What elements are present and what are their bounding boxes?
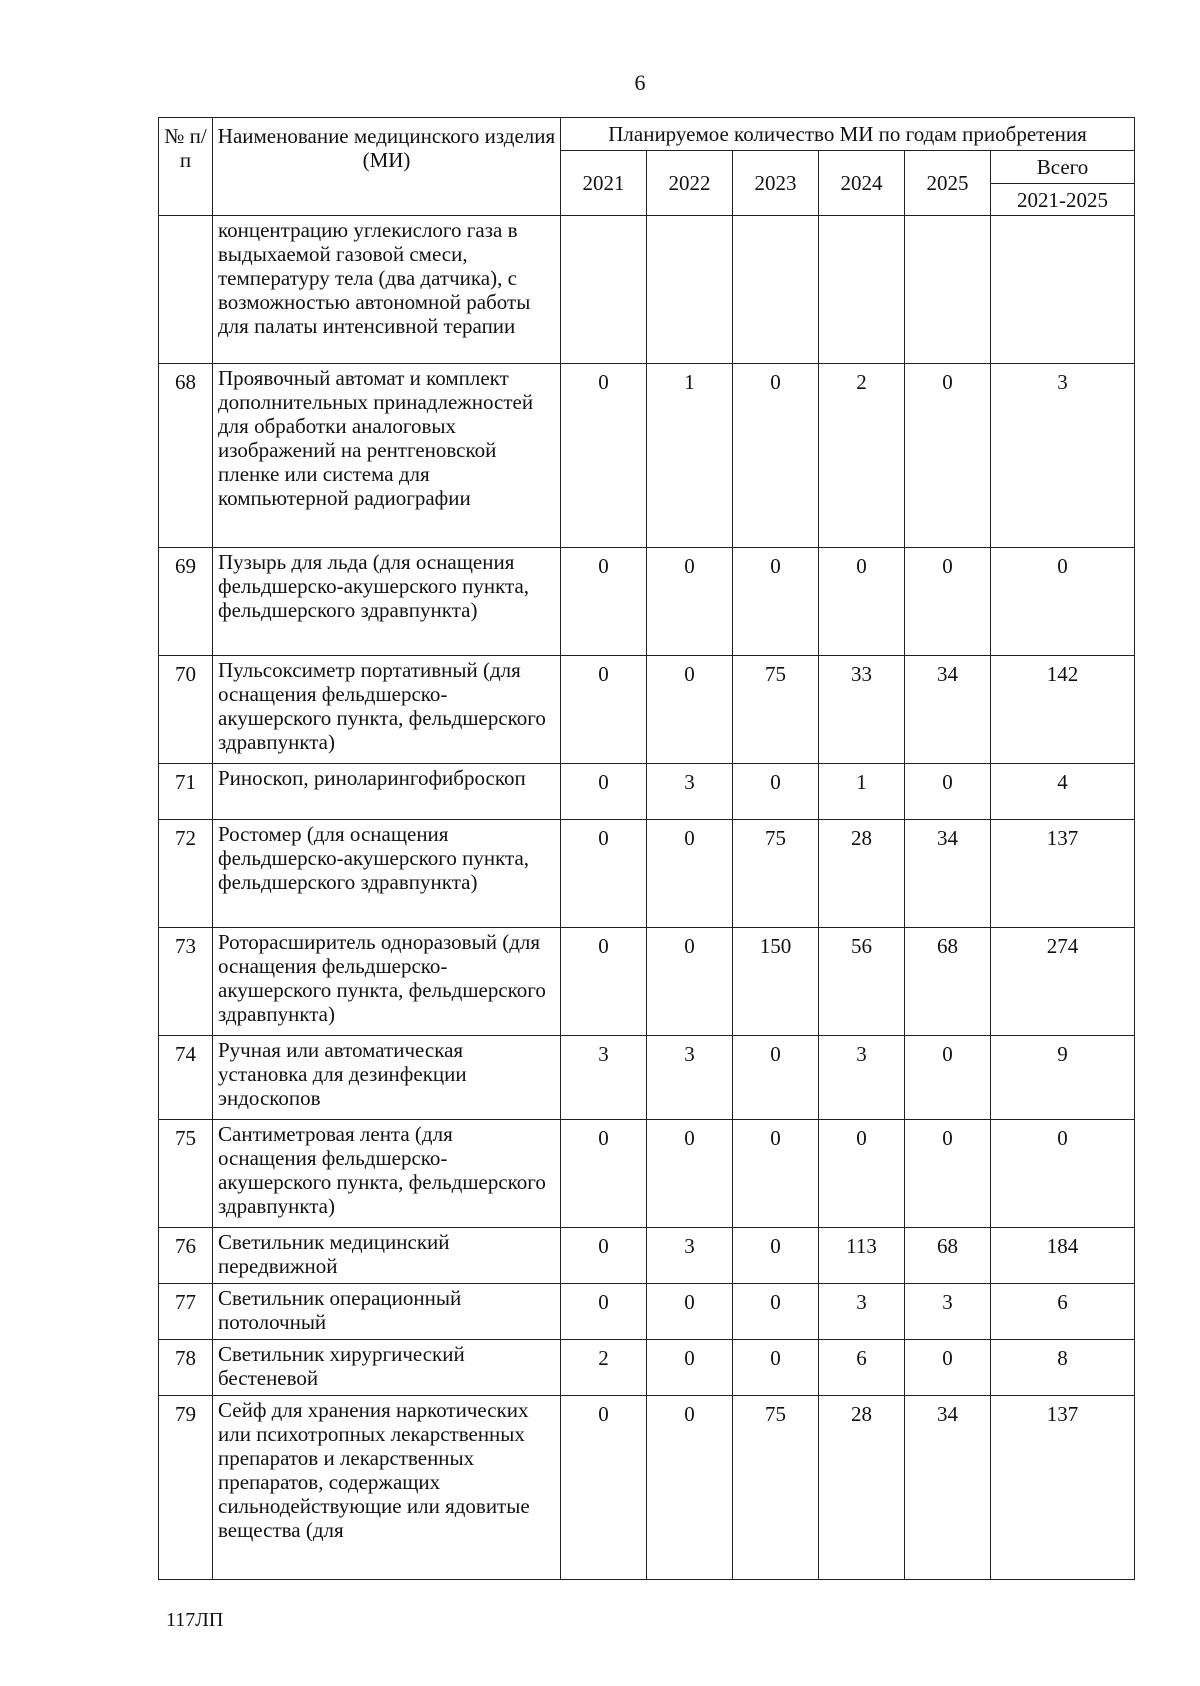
row-number-cell: 69 bbox=[159, 548, 213, 656]
row-number-cell: 78 bbox=[159, 1340, 213, 1396]
year-value-cell: 0 bbox=[647, 1340, 733, 1396]
table-body bbox=[159, 216, 1135, 1580]
total-value-cell: 4 bbox=[991, 764, 1135, 820]
year-value-cell: 0 bbox=[561, 1284, 647, 1340]
row-number-cell: 79 bbox=[159, 1396, 213, 1580]
year-value-cell: 28 bbox=[819, 820, 905, 928]
table-row bbox=[159, 928, 1135, 1036]
year-value-cell: 56 bbox=[819, 928, 905, 1036]
year-value-cell: 34 bbox=[905, 820, 991, 928]
year-value-cell: 0 bbox=[647, 548, 733, 656]
year-value-cell: 0 bbox=[905, 1120, 991, 1228]
total-value-cell: 8 bbox=[991, 1340, 1135, 1396]
year-value-cell: 0 bbox=[905, 1036, 991, 1120]
row-name-cell: концентрацию углекислого газа в выдыхаемой газовой смеси, температуру тела (два датчика), с возможностью автономной работы для палаты интенсивной терапии bbox=[213, 216, 561, 364]
column-header-number: № п/п bbox=[159, 118, 213, 216]
column-header-total: Всего bbox=[991, 151, 1135, 184]
row-number-cell: 72 bbox=[159, 820, 213, 928]
year-value-cell: 0 bbox=[905, 364, 991, 548]
column-header-year: 2024 bbox=[819, 151, 905, 216]
year-value-cell: 0 bbox=[819, 548, 905, 656]
year-value-cell: 0 bbox=[733, 1228, 819, 1284]
row-name-cell: Пульсоксиметр портативный (для оснащения фельдшерско-акушерского пункта, фельдшерского здравпункта) bbox=[213, 656, 561, 764]
year-value-cell: 34 bbox=[905, 656, 991, 764]
year-value-cell: 0 bbox=[647, 1120, 733, 1228]
year-value-cell: 3 bbox=[647, 1228, 733, 1284]
row-number-cell: 71 bbox=[159, 764, 213, 820]
year-value-cell: 0 bbox=[647, 820, 733, 928]
table-row bbox=[159, 1396, 1135, 1580]
year-value-cell: 0 bbox=[561, 1120, 647, 1228]
total-value-cell: 3 bbox=[991, 364, 1135, 548]
year-value-cell: 0 bbox=[905, 548, 991, 656]
year-value-cell: 0 bbox=[561, 1396, 647, 1580]
table-row bbox=[159, 1120, 1135, 1228]
year-value-cell: 0 bbox=[733, 1284, 819, 1340]
row-number-cell: 74 bbox=[159, 1036, 213, 1120]
row-name-cell: Светильник операционный потолочный bbox=[213, 1284, 561, 1340]
year-value-cell: 3 bbox=[819, 1284, 905, 1340]
column-header-year: 2025 bbox=[905, 151, 991, 216]
year-value-cell: 0 bbox=[561, 820, 647, 928]
table-row bbox=[159, 364, 1135, 548]
row-name-cell: Ростомер (для оснащения фельдшерско-акушерского пункта, фельдшерского здравпункта) bbox=[213, 820, 561, 928]
year-value-cell: 6 bbox=[819, 1340, 905, 1396]
document-code: 117ЛП bbox=[166, 1609, 224, 1631]
year-value-cell: 0 bbox=[733, 764, 819, 820]
year-value-cell: 0 bbox=[733, 1120, 819, 1228]
year-value-cell: 2 bbox=[819, 364, 905, 548]
row-name-cell: Проявочный автомат и комплект дополнительных принадлежностей для обработки аналоговых изображений на рентгеновской пленке или система для компьютерной радиографии bbox=[213, 364, 561, 548]
column-header-total-range: 2021-2025 bbox=[991, 184, 1135, 216]
year-value-cell: 34 bbox=[905, 1396, 991, 1580]
equipment-plan-table bbox=[158, 117, 1135, 1580]
table-row bbox=[159, 764, 1135, 820]
year-value-cell: 0 bbox=[733, 364, 819, 548]
table-row bbox=[159, 1284, 1135, 1340]
total-value-cell: 6 bbox=[991, 1284, 1135, 1340]
year-value-cell: 75 bbox=[733, 656, 819, 764]
year-value-cell: 0 bbox=[733, 1340, 819, 1396]
year-value-cell: 150 bbox=[733, 928, 819, 1036]
year-value-cell: 0 bbox=[647, 928, 733, 1036]
table-row bbox=[159, 656, 1135, 764]
year-value-cell: 0 bbox=[905, 764, 991, 820]
table-row bbox=[159, 1228, 1135, 1284]
page-number: 6 bbox=[634, 70, 646, 95]
column-header-planned-quantity: Планируемое количество МИ по годам приобретения bbox=[561, 118, 1135, 151]
year-value-cell: 68 bbox=[905, 1228, 991, 1284]
row-number-cell bbox=[159, 216, 213, 364]
year-value-cell: 3 bbox=[647, 764, 733, 820]
year-value-cell: 0 bbox=[733, 1036, 819, 1120]
table-row bbox=[159, 216, 1135, 364]
column-header-year: 2021 bbox=[561, 151, 647, 216]
row-number-cell: 76 bbox=[159, 1228, 213, 1284]
year-value-cell: 1 bbox=[647, 364, 733, 548]
row-name-cell: Пузырь для льда (для оснащения фельдшерско-акушерского пункта, фельдшерского здравпункта) bbox=[213, 548, 561, 656]
year-value-cell: 0 bbox=[647, 1284, 733, 1340]
column-header-year: 2023 bbox=[733, 151, 819, 216]
table-row bbox=[159, 1036, 1135, 1120]
table-row bbox=[159, 1340, 1135, 1396]
row-name-cell: Ручная или автоматическая установка для дезинфекции эндоскопов bbox=[213, 1036, 561, 1120]
total-value-cell: 0 bbox=[991, 548, 1135, 656]
year-value-cell: 3 bbox=[819, 1036, 905, 1120]
year-value-cell: 0 bbox=[561, 548, 647, 656]
year-value-cell: 0 bbox=[819, 1120, 905, 1228]
total-value-cell: 137 bbox=[991, 1396, 1135, 1580]
row-name-cell: Роторасширитель одноразовый (для оснащения фельдшерско-акушерского пункта, фельдшерского здравпункта) bbox=[213, 928, 561, 1036]
row-name-cell: Сейф для хранения наркотических или психотропных лекарственных препаратов и лекарственных препаратов, содержащих сильнодействующие или ядовитые вещества (для bbox=[213, 1396, 561, 1580]
year-value-cell: 1 bbox=[819, 764, 905, 820]
total-value-cell: 274 bbox=[991, 928, 1135, 1036]
year-value-cell: 33 bbox=[819, 656, 905, 764]
year-value-cell: 68 bbox=[905, 928, 991, 1036]
year-value-cell: 75 bbox=[733, 1396, 819, 1580]
year-value-cell: 113 bbox=[819, 1228, 905, 1284]
row-name-cell: Светильник медицинский передвижной bbox=[213, 1228, 561, 1284]
row-number-cell: 77 bbox=[159, 1284, 213, 1340]
column-header-year: 2022 bbox=[647, 151, 733, 216]
total-value-cell: 184 bbox=[991, 1228, 1135, 1284]
year-value-cell: 0 bbox=[561, 764, 647, 820]
year-value-cell: 0 bbox=[561, 1228, 647, 1284]
row-number-cell: 70 bbox=[159, 656, 213, 764]
total-value-cell: 137 bbox=[991, 820, 1135, 928]
year-value-cell: 3 bbox=[647, 1036, 733, 1120]
row-name-cell: Светильник хирургический бестеневой bbox=[213, 1340, 561, 1396]
row-number-cell: 68 bbox=[159, 364, 213, 548]
year-value-cell: 0 bbox=[561, 928, 647, 1036]
year-value-cell: 0 bbox=[647, 1396, 733, 1580]
total-value-cell: 142 bbox=[991, 656, 1135, 764]
year-value-cell: 75 bbox=[733, 820, 819, 928]
year-value-cell: 0 bbox=[561, 656, 647, 764]
year-value-cell: 0 bbox=[905, 1340, 991, 1396]
year-value-cell: 3 bbox=[561, 1036, 647, 1120]
year-value-cell: 2 bbox=[561, 1340, 647, 1396]
year-value-cell: 3 bbox=[905, 1284, 991, 1340]
row-number-cell: 75 bbox=[159, 1120, 213, 1228]
total-value-cell: 0 bbox=[991, 1120, 1135, 1228]
year-value-cell: 28 bbox=[819, 1396, 905, 1580]
year-value-cell: 0 bbox=[647, 656, 733, 764]
row-name-cell: Риноскоп, риноларингофиброскоп bbox=[213, 764, 561, 820]
column-header-name: Наименование медицинского изделия (МИ) bbox=[213, 118, 561, 216]
row-name-cell: Сантиметровая лента (для оснащения фельдшерско-акушерского пункта, фельдшерского здравпункта) bbox=[213, 1120, 561, 1228]
table-row bbox=[159, 548, 1135, 656]
year-value-cell: 0 bbox=[561, 364, 647, 548]
year-value-cell: 0 bbox=[733, 548, 819, 656]
row-number-cell: 73 bbox=[159, 928, 213, 1036]
table-row bbox=[159, 820, 1135, 928]
total-value-cell: 9 bbox=[991, 1036, 1135, 1120]
